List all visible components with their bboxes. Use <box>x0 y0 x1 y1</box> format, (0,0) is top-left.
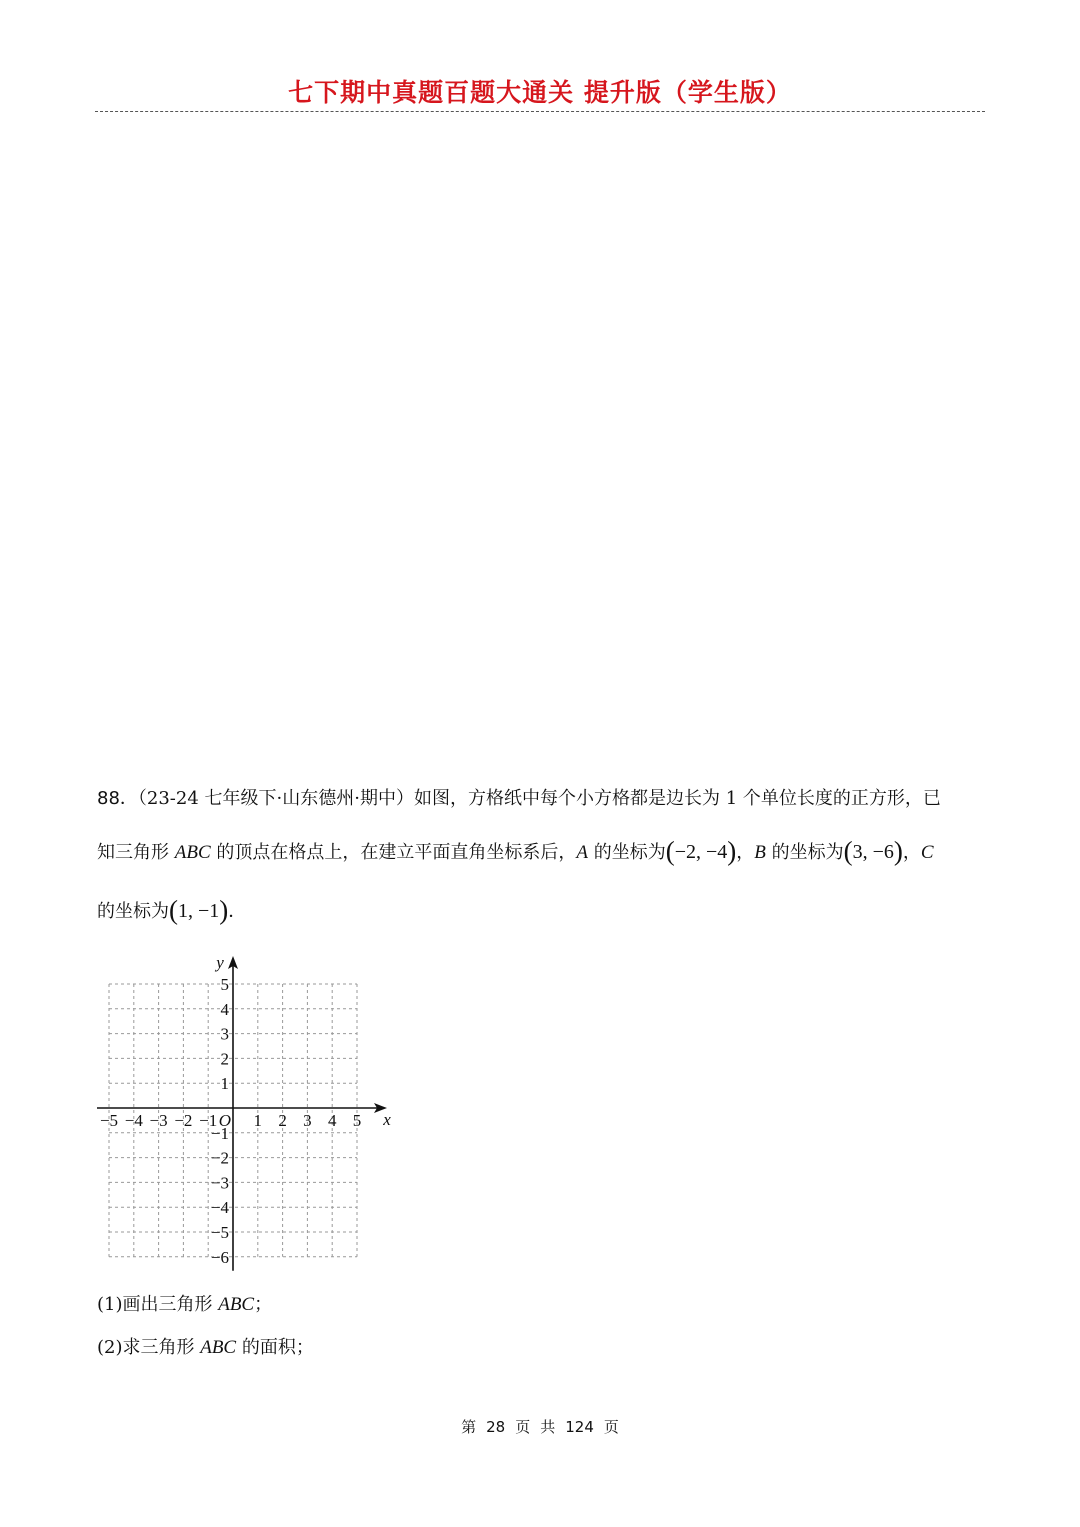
x-tick-label: 1 <box>253 1111 263 1130</box>
origin-label: O <box>218 1111 231 1130</box>
footer-label-ye2: 页 <box>603 1418 619 1436</box>
x-tick-label: 5 <box>352 1111 362 1130</box>
x-tick-label: 3 <box>303 1111 312 1130</box>
subquestion-1 <box>97 1290 272 1320</box>
y-tick-label: 4 <box>220 999 229 1019</box>
x-tick-label: −3 <box>149 1111 168 1130</box>
y-tick-label: 1 <box>220 1074 229 1094</box>
x-tick-label: −2 <box>174 1111 193 1130</box>
point-b-label: B <box>754 842 766 863</box>
subquestion-1-text: (1)画出三角形 <box>97 1294 219 1315</box>
y-tick-label: 2 <box>220 1049 229 1069</box>
triangle-name: ABC <box>174 842 211 863</box>
y-tick-label: −1 <box>210 1123 229 1143</box>
question-text-2a: 知三角形 <box>97 842 175 863</box>
footer-label-page: 第 <box>461 1418 477 1436</box>
footer-page-number: 28 <box>486 1418 506 1436</box>
footer-label-total: 共 <box>540 1418 556 1436</box>
y-tick-label: −4 <box>210 1198 229 1218</box>
page-header-title: 七下期中真题百题大通关 提升版（学生版） <box>288 78 792 107</box>
y-tick-label: 3 <box>220 1024 229 1044</box>
page-footer <box>0 1416 1080 1437</box>
y-tick-label: −5 <box>210 1223 229 1242</box>
comma-a: ， <box>736 842 755 863</box>
subquestion-1-tri: ABC <box>218 1294 255 1315</box>
question-text-1: 如图，方格纸中每个小方格都是边长为 1 个单位长度的正方形，已 <box>413 788 941 809</box>
coord-c: 1, −1 <box>178 900 220 922</box>
footer-label-ye: 页 <box>515 1418 531 1436</box>
coord-b: 3, −6 <box>852 841 894 863</box>
question-line-3: 的坐标为(1, −1)． <box>97 895 247 925</box>
y-tick-label: −6 <box>210 1247 229 1267</box>
subquestion-2-end: 的面积； <box>236 1337 314 1358</box>
y-axis-label: y <box>216 953 224 972</box>
question-text-3: 的坐标为 <box>97 901 169 922</box>
header-divider <box>95 111 985 112</box>
footer-total-pages: 124 <box>565 1418 594 1436</box>
x-tick-label: 2 <box>278 1111 287 1130</box>
y-tick-label: −3 <box>210 1173 229 1193</box>
x-axis-label: x <box>383 1110 391 1129</box>
coord-label-a: 的坐标为 <box>587 842 666 863</box>
comma-b: ， <box>902 842 921 863</box>
x-tick-label: −1 <box>199 1111 218 1130</box>
point-c-label: C <box>920 842 934 863</box>
coord-label-b: 的坐标为 <box>765 842 844 863</box>
subquestion-2-text: (2)求三角形 <box>97 1337 201 1358</box>
question-text-2b: 的顶点在格点上，在建立平面直角坐标系后， <box>210 842 577 863</box>
coordinate-grid <box>90 945 400 1275</box>
point-a-label: A <box>576 842 588 863</box>
x-tick-label: 4 <box>327 1111 337 1130</box>
question-line-2: 知三角形 ABC 的顶点在格点上，在建立平面直角坐标系后，A 的坐标为(−2, −4)，B 的坐标为(3, −6)，C <box>97 836 934 866</box>
question-end: ． <box>228 901 247 922</box>
question-source: （23-24 七年级下·山东德州·期中） <box>137 788 414 809</box>
question-line-1 <box>97 784 941 814</box>
subquestion-2-tri: ABC <box>200 1337 237 1358</box>
subquestion-1-end: ； <box>254 1294 273 1315</box>
y-tick-label: 5 <box>220 975 229 994</box>
question-number: 88． <box>97 788 138 809</box>
coord-a: −2, −4 <box>674 841 728 863</box>
x-tick-label: −4 <box>124 1111 143 1130</box>
x-tick-label: −5 <box>99 1111 119 1130</box>
subquestion-2 <box>97 1333 314 1363</box>
y-tick-label: −2 <box>210 1148 229 1168</box>
